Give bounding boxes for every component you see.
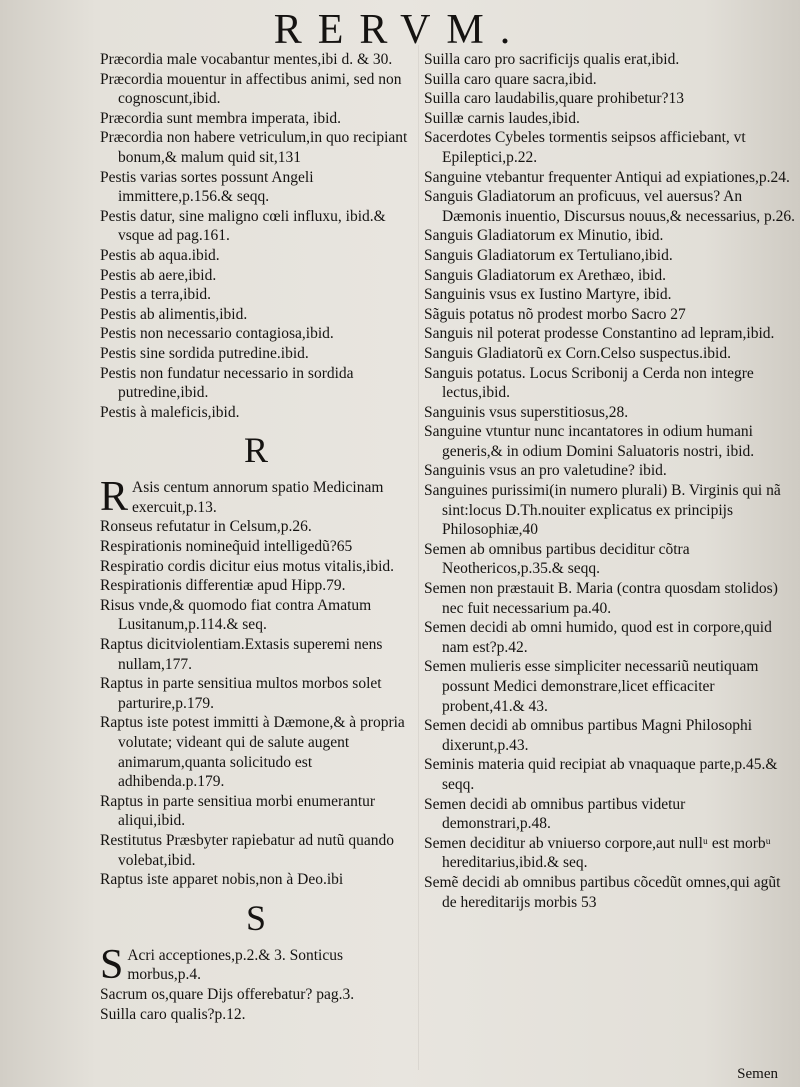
index-entry: Restitutus Præsbyter rapiebatur ad nutũ quando volebat,ibid.	[100, 831, 398, 869]
running-header: RERVM.	[273, 7, 527, 53]
index-entry: Sanguis nil poterat prodesse Constantino ad lepram,ibid.	[424, 325, 775, 343]
index-entry: Sanguis Gladiatorum ex Minutio, ibid.	[424, 227, 664, 245]
index-entry: Pestis non fundatur necessario in sordida putredine,ibid.	[100, 364, 358, 402]
index-entry: Præcordia sunt membra imperata, ibid.	[100, 109, 342, 127]
index-entry: Suilla caro laudabilis,quare prohibetur?13	[424, 90, 684, 108]
index-entry: Raptus iste potest immitti à Dæmone,& à propria volutate; videant qui de salute augent animarum,quanta solicitudo est adhibenda.p.179.	[100, 714, 409, 791]
entries-s-group	[100, 985, 412, 1024]
index-entry: Præcordia non habere vetriculum,in quo recipiant bonum,& malum quid sit,131	[100, 129, 412, 166]
index-entry: Pestis sine sordida putredine.ibid.	[100, 344, 309, 362]
section-letter-r: R	[243, 430, 268, 471]
index-entry: Sanguine vtebantur frequenter Antiqui ad expiationes,p.24.	[424, 168, 790, 186]
index-entry: Semen deciditur ab vniuerso corpore,aut nullᵘ est morbᵘ hereditarius,ibid.& seq.	[424, 834, 775, 872]
index-entry: Ronseus refutatur in Celsum,p.26.	[100, 518, 312, 536]
entries-r-group	[100, 517, 412, 889]
column-gutter	[418, 45, 419, 1070]
index-entry: Raptus in parte sensitiua multos morbos solet parturire,p.179.	[100, 675, 386, 712]
index-entry: Sanguinis vsus an pro valetudine? ibid.	[424, 462, 667, 480]
index-entry: Sanguine vtuntur nunc incantatores in odium humani generis,& in odium Domini Saluatoris nostri, ibid.	[424, 423, 757, 460]
index-entry: Semen decidi ab omnibus partibus Magni Philosophi dixerunt,p.43.	[424, 717, 756, 754]
right-column	[424, 50, 796, 912]
index-entry: Respiratio cordis dicitur eius motus vitalis,ibid.	[100, 557, 395, 575]
index-entry: Sacerdotes Cybeles tormentis seipsos afficiebant, vt Epileptici,p.22.	[424, 129, 750, 166]
index-entry: Sanguines purissimi(in numero plurali) B. Virginis qui nã sint:locus D.Th.nouiter explicatus ex principijs Philosophiæ,40	[424, 482, 785, 539]
index-entry: Seminis materia quid recipiat ab vnaquaque parte,p.45.& seqq.	[424, 756, 782, 793]
index-entry: Sãguis potatus nõ prodest morbo Sacro 27	[424, 305, 686, 323]
index-entry: Pestis ab alimentis,ibid.	[100, 305, 248, 323]
section-letter-s: S	[245, 897, 267, 938]
index-entry-dropcap-r	[100, 474, 412, 521]
index-entry: Pestis a terra,ibid.	[100, 286, 212, 304]
index-entry: Semen decidi ab omni humido, quod est in corpore,quid nam est?p.42.	[424, 619, 776, 656]
index-entry: Raptus dicitviolentiam.Extasis superemi nens nullam,177.	[100, 636, 387, 673]
dropcap-r: R	[100, 474, 129, 521]
index-entry: Pestis datur, sine maligno cœli influxu, ibid.& vsque ad pag.161.	[100, 207, 390, 245]
index-entry: Præcordia mouentur in affectibus animi, sed non cognoscunt,ibid.	[100, 70, 406, 108]
index-entry: Sanguis Gladiatorum an proficuus, vel auersus? An Dæmonis inuentio, Discursus nouus,& necessarius, p.26.	[424, 188, 796, 225]
catchword: Semen	[737, 1066, 778, 1082]
left-column	[100, 50, 412, 1024]
dropcap-r-text: Asis centum annorum spatio Medicinam exercuit,p.13.	[132, 479, 388, 516]
index-entry: Semen non præstauit B. Maria (contra quosdam stolidos) nec fuit necessarium pa.40.	[424, 580, 782, 617]
index-entry: Sanguis potatus. Locus Scribonij a Cerda non integre lectus,ibid.	[424, 364, 758, 402]
index-entry: Suilla caro pro sacrificijs qualis erat,ibid.	[424, 51, 680, 68]
index-entry: Pestis ab aqua.ibid.	[100, 246, 220, 264]
dropcap-s-text: Acri acceptiones,p.2.& 3. Sonticus morbus,p.4.	[127, 946, 347, 984]
index-entry: Risus vnde,& quomodo fiat contra Amatum Lusitanum,p.114.& seq.	[100, 596, 376, 634]
index-entry: Semen ab omnibus partibus deciditur cõtra Neothericos,p.35.& seqq.	[424, 540, 694, 578]
dropcap-s: S	[100, 941, 124, 988]
index-entry: Pestis varias sortes possunt Angeli immittere,p.156.& seqq.	[100, 168, 318, 206]
index-entry: Suillæ carnis laudes,ibid.	[424, 109, 580, 127]
index-entry: Sanguis Gladiatorum ex Tertuliano,ibid.	[424, 246, 673, 264]
index-entry: Suilla caro qualis?p.12.	[100, 1005, 246, 1023]
index-entry: Raptus in parte sensitiua morbi enumerantur aliqui,ibid.	[100, 792, 379, 830]
index-entry: Respirationis differentiæ apud Hipp.79.	[100, 577, 346, 595]
index-entry: Pestis non necessario contagiosa,ibid.	[100, 325, 334, 343]
index-entry: Semen decidi ab omnibus partibus videtur demonstrari,p.48.	[424, 795, 690, 833]
index-entry: Sanguis Gladiatorũ ex Corn.Celso suspectus.ibid.	[424, 344, 731, 362]
index-entry: Suilla caro quare sacra,ibid.	[424, 70, 597, 88]
index-entry: Sanguinis vsus superstitiosus,28.	[424, 403, 629, 421]
index-entry: Pestis à maleficis,ibid.	[100, 403, 240, 421]
index-entry: Sanguis Gladiatorum ex Arethæo, ibid.	[424, 266, 666, 284]
index-entry: Respirationis nomineq̃uid intelligedũ?65	[100, 538, 353, 556]
index-entry: Pestis ab aere,ibid.	[100, 266, 217, 284]
index-entry: Raptus iste apparet nobis,non à Deo.ibi	[100, 871, 344, 889]
index-entry: Semẽ decidi ab omnibus partibus cõcedũt omnes,qui agũt de hereditarijs morbis 53	[424, 873, 785, 911]
index-entry: Sacrum os,quare Dijs offerebatur? pag.3.	[100, 985, 355, 1003]
index-entry: Sanguinis vsus ex Iustino Martyre, ibid.	[424, 286, 672, 304]
index-entry: Præcordia male vocabantur mentes,ibi d. & 30.	[100, 51, 393, 68]
entries-right-group	[424, 50, 796, 912]
index-entry: Semen mulieris esse simpliciter necessariũ neutiquam possunt Medici demonstrare,licet efficaciter probent,41.& 43.	[424, 658, 763, 715]
index-entry-dropcap-s	[100, 941, 412, 988]
entries-p-group	[100, 50, 412, 422]
